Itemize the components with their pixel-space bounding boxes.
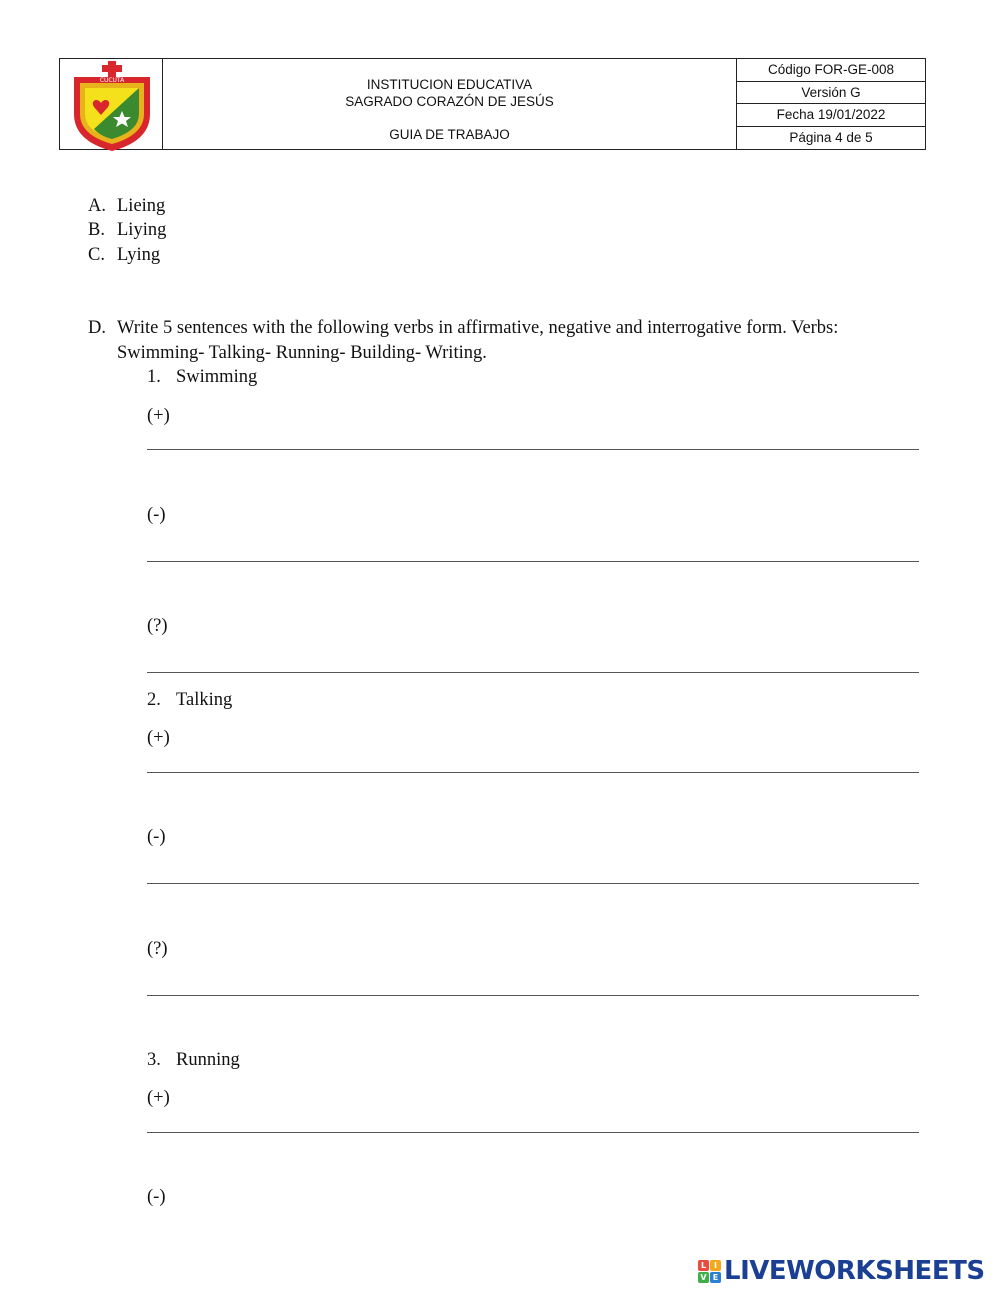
institution-name: INSTITUCION EDUCATIVA [366, 77, 533, 92]
interrogative-mark: (?) [147, 616, 168, 636]
item-number: 3. [147, 1050, 161, 1070]
question-letter: D. [88, 318, 106, 338]
svg-text:CÚCUTA: CÚCUTA [99, 77, 125, 84]
answer-line[interactable] [147, 672, 919, 673]
interrogative-mark: (?) [147, 939, 168, 959]
answer-line[interactable] [147, 883, 919, 884]
answer-line[interactable] [147, 561, 919, 562]
option-a [88, 195, 165, 217]
option-b [88, 219, 166, 241]
title-cell [163, 59, 737, 149]
page-field: Página 4 de 5 [789, 129, 873, 145]
affirmative-mark: (+) [147, 728, 170, 748]
option-letter: B. [88, 220, 105, 240]
option-letter: A. [88, 196, 106, 216]
brand-tile: I [710, 1260, 721, 1271]
item-swimming [147, 366, 257, 388]
answer-line[interactable] [147, 449, 919, 450]
logo-cell [60, 59, 163, 149]
item-number: 2. [147, 690, 161, 710]
metadata-cell [737, 59, 925, 149]
negative-mark: (-) [147, 1187, 166, 1207]
brand-tile: L [698, 1260, 709, 1271]
version-field: Versión G [737, 82, 925, 105]
liveworksheets-logo[interactable] [698, 1257, 985, 1285]
school-crest-icon [70, 59, 154, 151]
item-talking [147, 689, 232, 711]
brand-tile: E [710, 1272, 721, 1283]
negative-mark: (-) [147, 827, 166, 847]
question-d-continuation: Swimming- Talking- Running- Building- Writing. [117, 343, 487, 363]
option-text: Lying [117, 245, 161, 265]
option-letter: C. [88, 245, 105, 265]
document-type: GUIA DE TRABAJO [389, 127, 510, 142]
question-d [88, 317, 838, 339]
brand-tile: V [698, 1272, 709, 1283]
brand-name: LIVEWORKSHEETS [724, 1256, 985, 1286]
option-text: Liying [117, 220, 167, 240]
option-c [88, 244, 160, 266]
code-field: Código FOR-GE-008 [737, 59, 925, 82]
answer-line[interactable] [147, 772, 919, 773]
option-text: Lieing [117, 196, 166, 216]
question-text: Write 5 sentences with the following verbs in affirmative, negative and interrogative form. Verbs: [117, 318, 839, 338]
item-running [147, 1049, 240, 1071]
item-verb: Swimming [176, 367, 258, 387]
institution-subname: SAGRADO CORAZÓN DE JESÚS [345, 94, 554, 109]
item-verb: Running [176, 1050, 240, 1070]
affirmative-mark: (+) [147, 1088, 170, 1108]
item-verb: Talking [176, 690, 233, 710]
document-header [59, 58, 926, 150]
answer-line[interactable] [147, 1132, 919, 1133]
negative-mark: (-) [147, 505, 166, 525]
affirmative-mark: (+) [147, 406, 170, 426]
brand-tiles-icon [698, 1260, 721, 1283]
date-field: Fecha 19/01/2022 [737, 104, 925, 127]
item-number: 1. [147, 367, 161, 387]
answer-line[interactable] [147, 995, 919, 996]
